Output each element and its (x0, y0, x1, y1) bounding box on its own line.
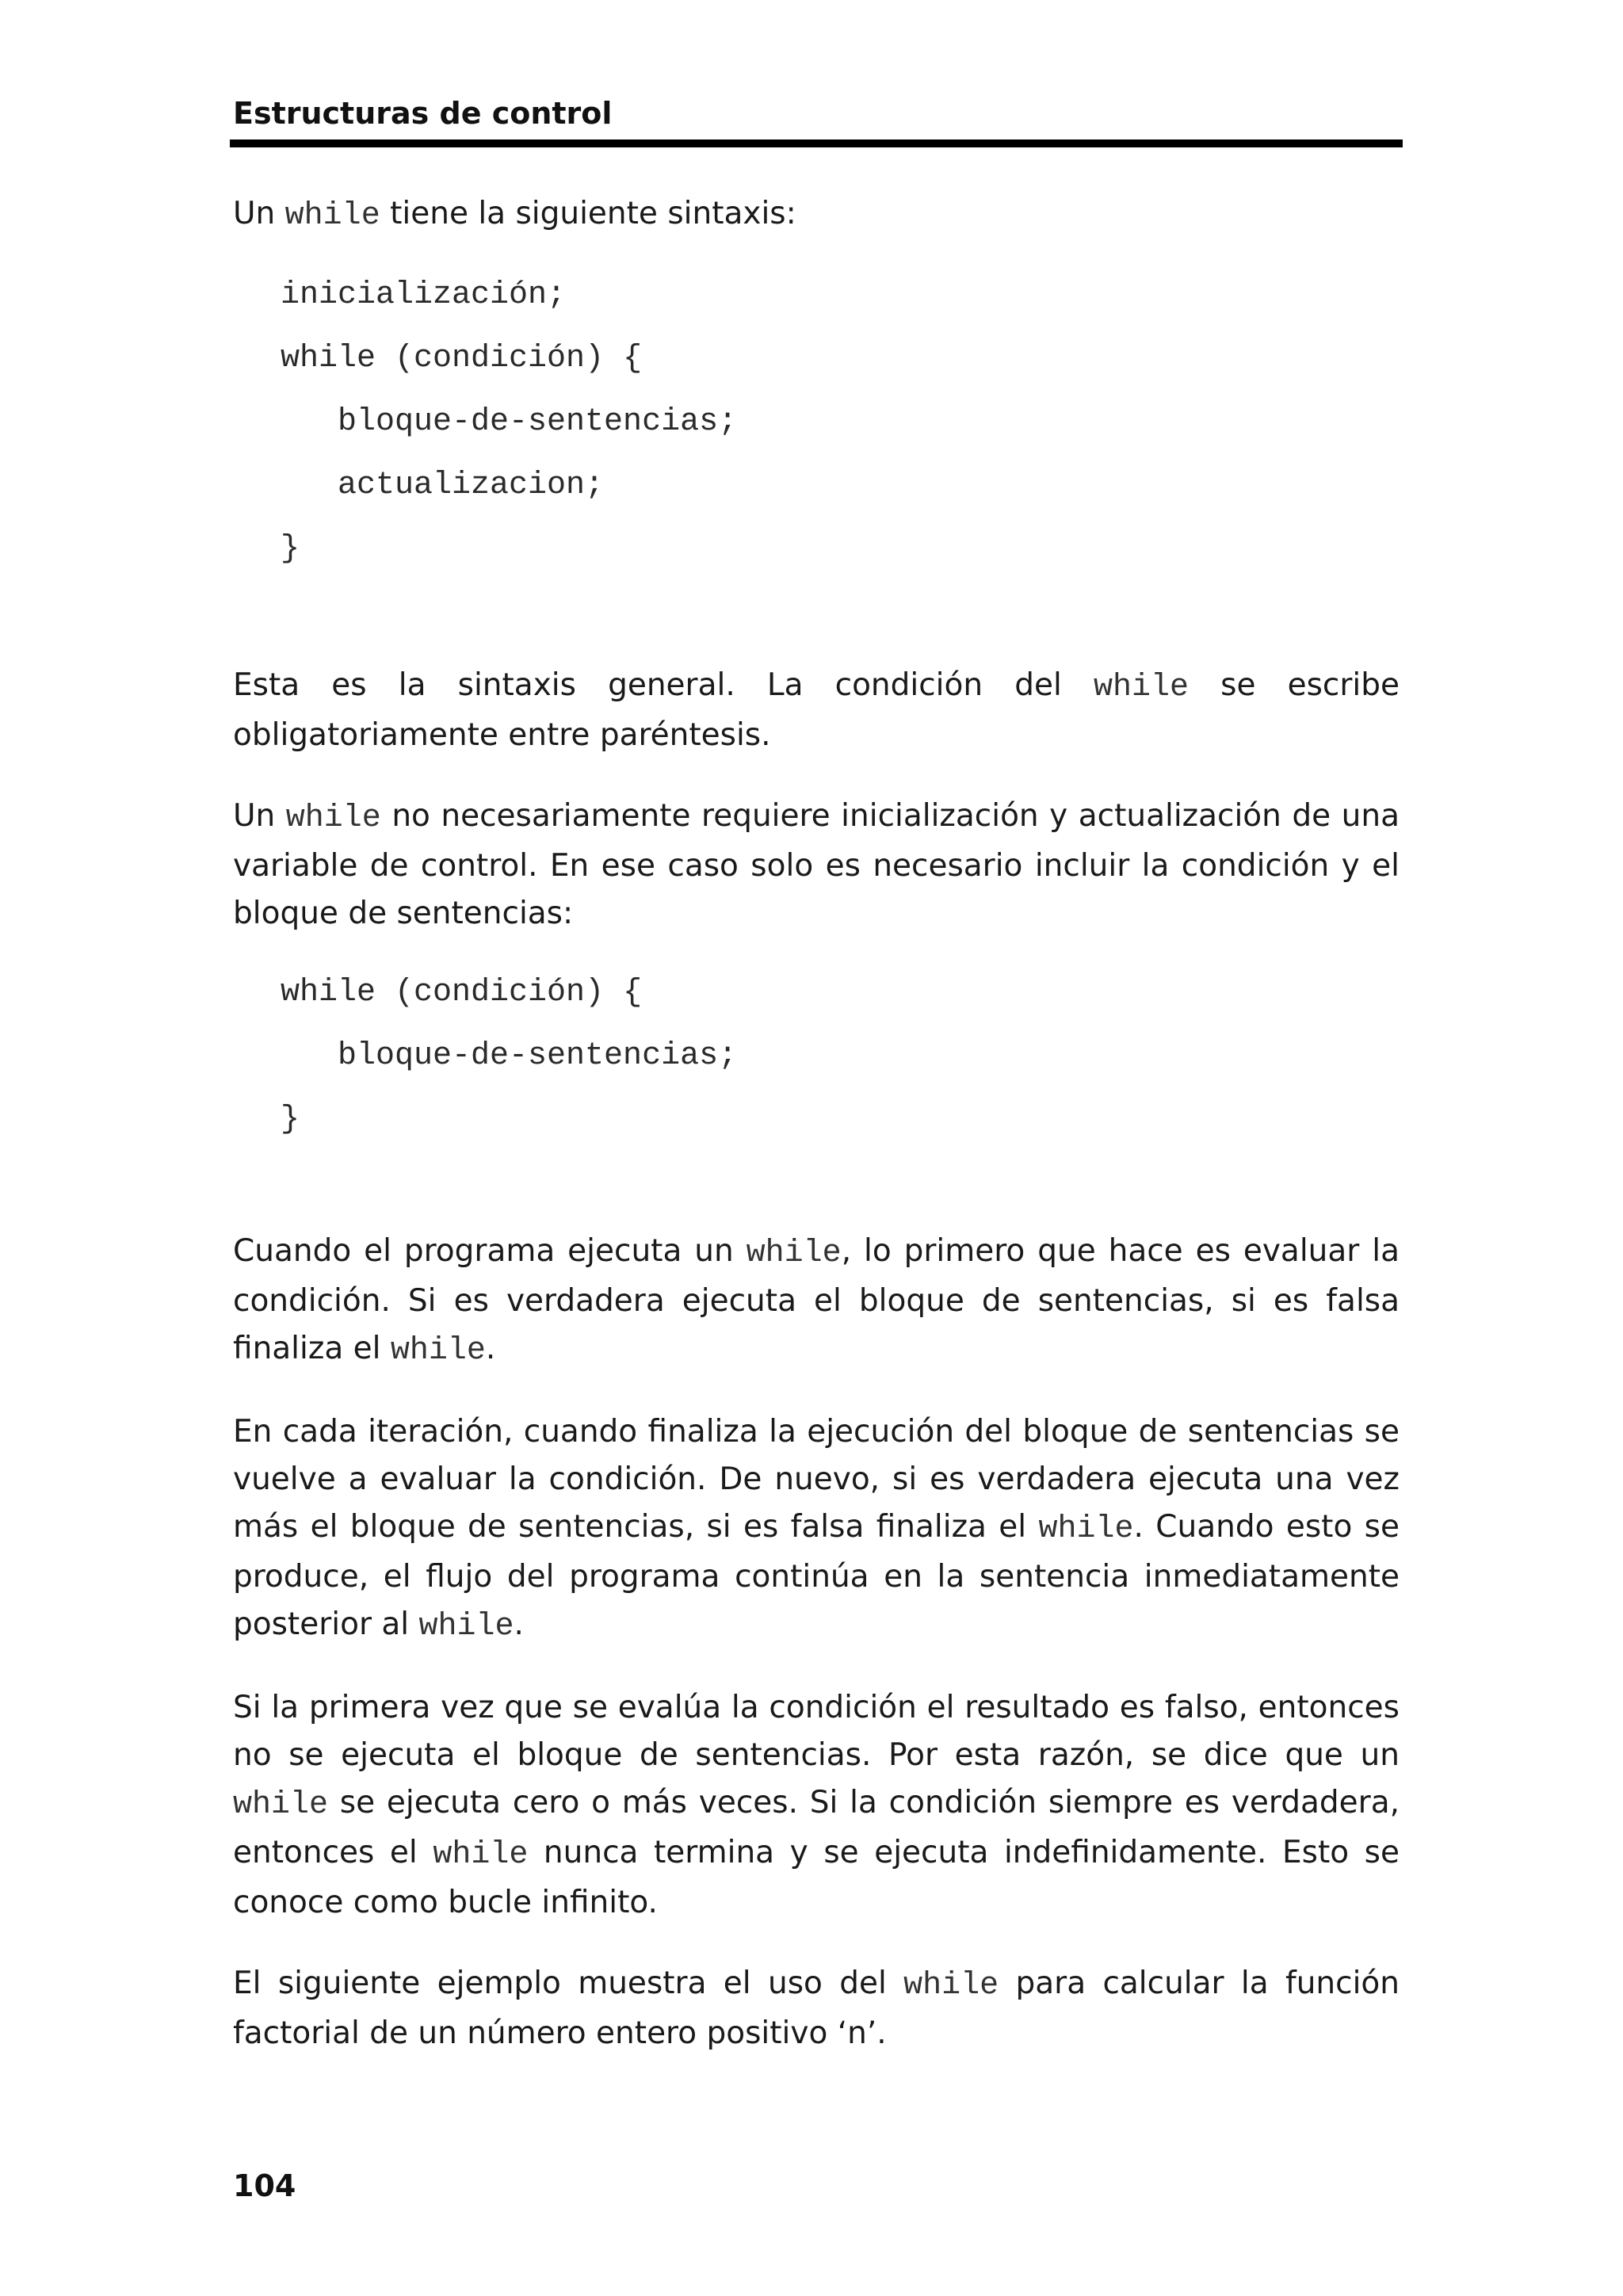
code-line: } (281, 531, 300, 567)
inline-code: while (1093, 670, 1190, 705)
paragraph-example-intro (233, 1960, 1400, 2057)
code-line: while (condición) { (281, 975, 643, 1010)
text-run: . (514, 1606, 524, 1642)
paragraph-intro (233, 190, 1400, 240)
paragraph-infinite-loop (233, 1684, 1400, 1927)
inline-code: while (285, 800, 381, 836)
text-run: . Cuando esto se produce, el flujo del programa continúa en la sentencia inmediatamente posterior al (233, 1509, 1400, 1642)
inline-code: while (746, 1236, 842, 1271)
code-block-full-syntax (281, 264, 1400, 581)
text-run: nunca termina y se ejecuta indefinidamente. Esto se conoce como bucle infinito. (233, 1835, 1400, 1920)
text-run: El siguiente ejemplo muestra el uso del (233, 1966, 904, 2001)
inline-code: while (418, 1609, 514, 1645)
text-run: se ejecuta cero o más veces. Si la condición siempre es verdadera, entonces el (233, 1785, 1400, 1870)
code-line: while (condición) { (281, 341, 643, 376)
inline-code: while (903, 1968, 999, 2004)
inline-code: while (285, 198, 380, 234)
text-run: Esta es la sintaxis general. La condición del (233, 667, 1094, 703)
inline-code: while (390, 1333, 486, 1369)
code-line: bloque-de-sentencias; (338, 404, 738, 440)
text-run: Si la primera vez que se evalúa la condición el resultado es falso, entonces no se ejecuta el bloque de sentencias. Por esta razón, se dice que un (233, 1690, 1400, 1773)
inline-code: while (233, 1787, 329, 1823)
running-head: Estructuras de control (233, 96, 613, 131)
code-line: } (281, 1102, 300, 1137)
code-block-minimal-syntax (281, 961, 1400, 1152)
code-line: bloque-de-sentencias; (338, 1038, 738, 1074)
text-run: no necesariamente requiere inicialización y actualización de una variable de control. En ese caso solo es necesario incluir la condición y el bloque de sentencias: (233, 798, 1400, 931)
page-body (233, 190, 1400, 2057)
paragraph-iteration (233, 1408, 1400, 1651)
page-number: 104 (233, 2168, 296, 2203)
text-run: . (485, 1331, 496, 1366)
text-run: , lo primero que hace es evaluar la condición. Si es verdadera ejecuta el bloque de sentencias, si es falsa finaliza el (233, 1233, 1400, 1366)
text-run: tiene la siguiente sintaxis: (380, 196, 796, 231)
text-run: para calcular la función factorial de un número entero positivo ‘n’. (233, 1966, 1400, 2051)
inline-code: while (433, 1837, 529, 1873)
text-run: En cada iteración, cuando finaliza la ejecución del bloque de sentencias se vuelve a evaluar la condición. De nuevo, si es verdadera ejecuta una vez más el bloque de sentencias, si es falsa finaliza el (233, 1414, 1400, 1545)
paragraph-general-syntax (233, 662, 1400, 759)
inline-code: while (1038, 1511, 1134, 1547)
text-run: Un (233, 196, 285, 231)
code-line: actualizacion; (338, 468, 605, 503)
text-run: Cuando el programa ejecuta un (233, 1233, 747, 1269)
code-line: inicialización; (281, 277, 567, 313)
header-rule (230, 139, 1403, 147)
text-run: Un (233, 798, 286, 834)
paragraph-optional-init (233, 793, 1400, 938)
paragraph-execution (233, 1228, 1400, 1375)
text-run: se escribe obligatoriamente entre paréntesis. (233, 667, 1400, 753)
